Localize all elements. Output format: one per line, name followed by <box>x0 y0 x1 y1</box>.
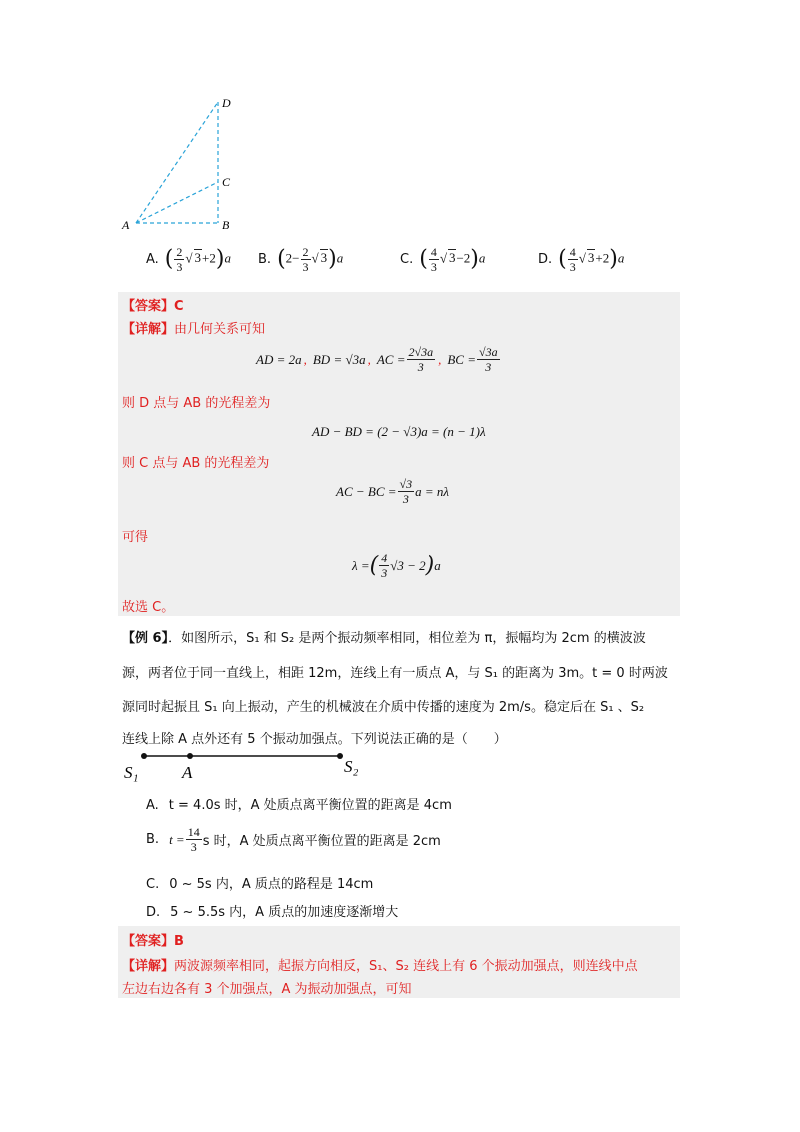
q5-option-b: B. (2− $\frac{2}{3}$ √ 3)a <box>258 245 344 274</box>
q6-detail-line1: 【详解】两波源频率相同，起振方向相反，S₁、S₂ 连线上有 6 个振动加强点，则连线中点 <box>122 959 638 974</box>
wave-source-figure <box>118 748 378 782</box>
q5-line-d: 则 D 点与 AB 的光程差为 <box>122 396 271 411</box>
q6-detail-line2: 左边右边各有 3 个加强点，A 为振动加强点，可知 <box>122 982 412 997</box>
q5-conclusion: 故选 C。 <box>122 600 175 615</box>
label-b: B <box>222 218 230 232</box>
q6-option-c: C. 0 ~ 5s 内，A 质点的路程是 14cm <box>146 877 374 892</box>
q6-line2: 源，两者位于同一直线上，相距 12m，连线上有一质点 A，与 S₁ 的距离为 3m。t = 0 时两波 <box>122 666 668 681</box>
q5-option-c: C. ( $\frac{4}{3}$ √ 3−2)a <box>400 245 486 274</box>
q6-option-b: B. t = $\frac{14}{3}$ s 时，A 处质点离平衡位置的距离是 2cm <box>146 825 441 854</box>
label-a: A <box>122 218 130 232</box>
s2-point <box>337 753 343 759</box>
q5-eq4: λ = ( $\frac{4}{3}$ √3 − 2 ) a <box>352 551 441 580</box>
q5-eq3: AC − BC = $\frac{√3}{3}$ a = nλ <box>336 477 450 506</box>
label-d: D <box>222 96 231 110</box>
s1-point <box>141 753 147 759</box>
a-label: A <box>182 763 193 782</box>
q6-line3: 源同时起振且 S₁ 向上振动，产生的机械波在介质中传播的速度为 2m/s。稳定后在 S₁ 、S₂ <box>122 700 645 715</box>
q5-detail-line: 【详解】由几何关系可知 <box>122 322 266 337</box>
q6-option-a: A. t = 4.0s 时，A 处质点离平衡位置的距离是 4cm <box>146 798 452 813</box>
q6-answer-line: 【答案】B <box>122 934 184 949</box>
q5-option-d: D. ( $\frac{4}{3}$ √ 3+2)a <box>538 245 625 274</box>
triangle-figure <box>118 92 248 232</box>
q6-line1: 【例 6】．如图所示，S₁ 和 S₂ 是两个振动频率相同，相位差为 π，振幅均为 2cm 的横波波 <box>122 631 646 646</box>
q5-line-c: 则 C 点与 AB 的光程差为 <box>122 456 270 471</box>
label-c: C <box>222 175 231 189</box>
q5-answer-line: 【答案】C <box>122 299 184 314</box>
q5-eq2: AD − BD = (2 − √3)a = (n − 1)λ <box>312 424 486 439</box>
q6-line4: 连线上除 A 点外还有 5 个振动加强点。下列说法正确的是（ ） <box>122 732 507 747</box>
q5-line-get: 可得 <box>122 530 149 545</box>
q6-option-d: D. 5 ~ 5.5s 内，A 质点的加速度逐渐增大 <box>146 905 399 920</box>
s2-label: S₂ <box>344 757 359 776</box>
s1-label: S₁ <box>124 763 139 782</box>
q5-eq1: AD = 2a , BD = √3a , AC = $\frac{2√3a}{3}$ , BC = $\frac{√3a}{3}$ <box>256 345 498 374</box>
q5-option-a: A. ( $\frac{2}{3}$ √ 3+2)a <box>146 245 231 274</box>
a-point <box>187 753 193 759</box>
line-ac <box>136 182 218 223</box>
line-ad <box>136 102 218 223</box>
